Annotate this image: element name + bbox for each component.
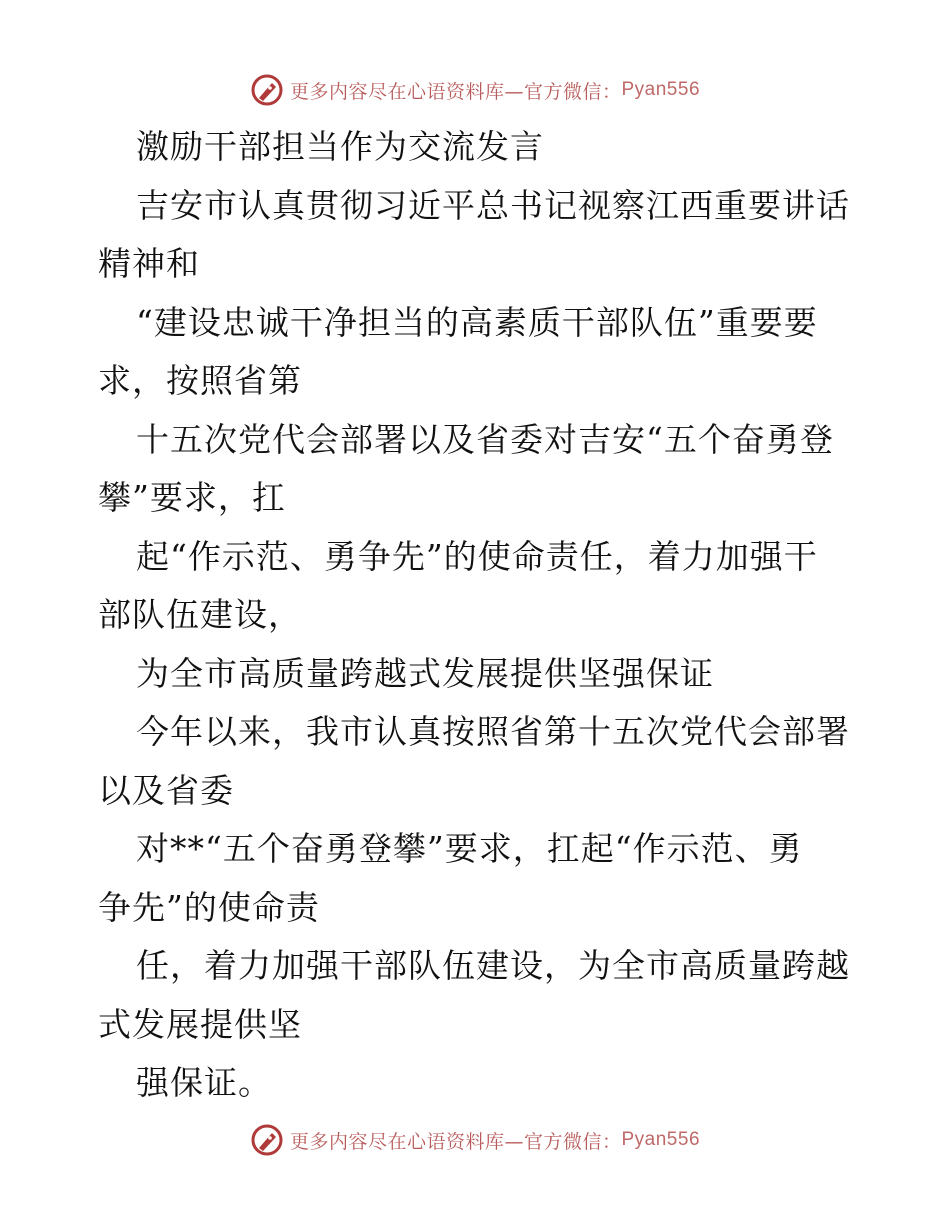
paragraph-line: 起“作示范、勇争先”的使命责任，着力加强干 <box>136 536 818 576</box>
paragraph-line: 争先”的使命责 <box>98 887 320 927</box>
paragraph-line: 以及省委 <box>98 770 234 810</box>
paragraph-line: 吉安市认真贯彻习近平总书记视察江西重要讲话 <box>136 185 850 225</box>
paragraph-line: 部队伍建设， <box>98 595 302 634</box>
paragraph-line: 十五次党代会部署以及省委对吉安“五个奋勇登 <box>136 419 834 459</box>
document-body <box>98 118 858 1113</box>
document-title: 激励干部担当作为交流发言 <box>136 127 544 166</box>
paragraph-line: 任，着力加强干部队伍建设，为全市高质量跨越 <box>136 946 850 985</box>
paragraph-line: 对**“五个奋勇登攀”要求，扛起“作示范、勇 <box>136 829 803 868</box>
paragraph-line: 为全市高质量跨越式发展提供坚强保证 <box>136 653 714 693</box>
paragraph-line: 求，按照省第 <box>98 361 302 400</box>
paragraph-line: 强保证。 <box>136 1063 272 1102</box>
paragraph-line: “建设忠诚干净担当的高素质干部队伍”重要要 <box>136 302 818 342</box>
watermark-text: 更多内容尽在心语资料库—官方微信： <box>289 80 622 103</box>
watermark-text: 更多内容尽在心语资料库—官方微信： <box>289 1130 622 1153</box>
watermark-wechat-id: Pyan556 <box>621 79 701 100</box>
watermark-wechat-id: Pyan556 <box>621 1129 701 1150</box>
pen-nib-seal-icon <box>250 73 284 107</box>
pen-nib-seal-icon <box>250 1123 284 1157</box>
paragraph-line: 今年以来，我市认真按照省第十五次党代会部署 <box>136 712 850 751</box>
paragraph-line: 攀”要求，扛 <box>98 478 286 517</box>
watermark-footer <box>0 1120 950 1160</box>
watermark-header <box>0 70 950 110</box>
paragraph-line: 式发展提供坚 <box>98 1004 302 1044</box>
paragraph-line: 精神和 <box>98 244 200 283</box>
